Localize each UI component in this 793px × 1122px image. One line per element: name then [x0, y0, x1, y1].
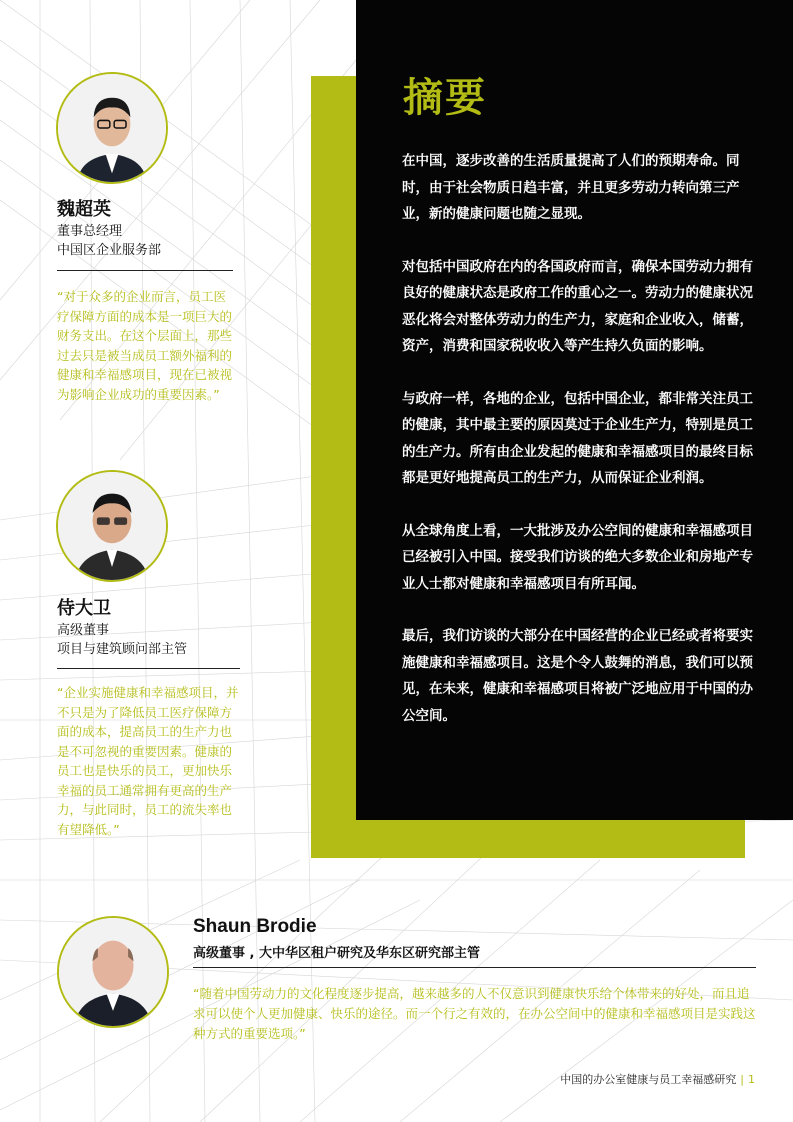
summary-body [402, 148, 762, 755]
person-name: 魏超英 [57, 199, 111, 220]
portrait-icon [58, 74, 166, 182]
footer-separator: | [740, 1072, 744, 1086]
summary-paragraph: 在中国，逐步改善的生活质量提高了人们的预期寿命。同时，由于社会物质日趋丰富，并且更多劳动力转向第三产业，新的健康问题也随之显现。 [402, 153, 740, 222]
person-name: 侍大卫 [57, 598, 111, 619]
avatar-shi-dawei [56, 470, 168, 582]
summary-paragraph: 从全球角度上看，一大批涉及办公空间的健康和幸福感项目已经被引入中国。接受我们访谈的绝大多数企业和房地产专业人士都对健康和幸福感项目有所耳闻。 [402, 522, 753, 592]
divider [193, 967, 756, 968]
avatar-wei-chaoying [56, 72, 168, 184]
person-role [57, 222, 161, 260]
person-role [57, 621, 187, 659]
person-role-line: 项目与建筑顾问部主管 [57, 642, 188, 657]
person-role-line: 中国区企业服务部 [57, 243, 162, 258]
page-footer [560, 1071, 755, 1087]
footer-title: 中国的办公室健康与员工幸福感研究 [560, 1073, 737, 1086]
page-number: 1 [748, 1072, 755, 1086]
person-quote: “对于众多的企业而言，员工医疗保障方面的成本是一项巨大的财务支出。在这个层面上，那些过去只是被当成员工额外福利的健康和幸福感项目，现在已被视为影响企业成功的重要因素。” [57, 289, 233, 402]
summary-title: 摘要 [403, 75, 487, 121]
summary-paragraph: 对包括中国政府在内的各国政府而言，确保本国劳动力拥有良好的健康状态是政府工作的重心之一。劳动力的健康状况恶化将会对整体劳动力的生产力，家庭和企业收入，储蓄，资产，消费和国家税收收入等产生持久负面的影响。 [402, 258, 753, 354]
divider [57, 668, 240, 669]
person-quote: “企业实施健康和幸福感项目，并不只是为了降低员工医疗保障方面的成本，提高员工的生产力也是不可忽视的重要因素。健康的员工也是快乐的员工，更加快乐幸福的员工通常拥有更高的生产力，与此同时，员工的流失率也有望降低。” [57, 685, 239, 837]
summary-paragraph: 与政府一样，各地的企业，包括中国企业，都非常关注员工的健康，其中最主要的原因莫过于企业生产力，特别是员工的生产力。所有由企业发起的健康和幸福感项目的最终目标都是更好地提高员工的生产力，从而保证企业利润。 [402, 390, 753, 486]
person-role-line: 董事总经理 [57, 224, 123, 239]
portrait-icon [59, 918, 167, 1026]
divider [57, 270, 233, 271]
person-role-line: 高级董事 [57, 623, 110, 638]
portrait-icon [58, 472, 166, 580]
avatar-shaun-brodie [57, 916, 169, 1028]
person-role: 高级董事 , 大中华区租户研究及华东区研究部主管 [193, 946, 480, 961]
summary-paragraph: 最后，我们访谈的大部分在中国经营的企业已经或者将要实施健康和幸福感项目。这是个令人鼓舞的消息，我们可以预见，在未来，健康和幸福感项目将被广泛地应用于中国的办公空间。 [402, 628, 753, 724]
person-quote: “随着中国劳动力的文化程度逐步提高，越来越多的人不仅意识到健康快乐给个体带来的好处，而且追求可以使个人更加健康、快乐的途径。而一个行之有效的，在办公空间中的健康和幸福感项目是实践这种方式的重要选项。” [193, 986, 756, 1041]
person-name: Shaun Brodie [193, 916, 317, 937]
